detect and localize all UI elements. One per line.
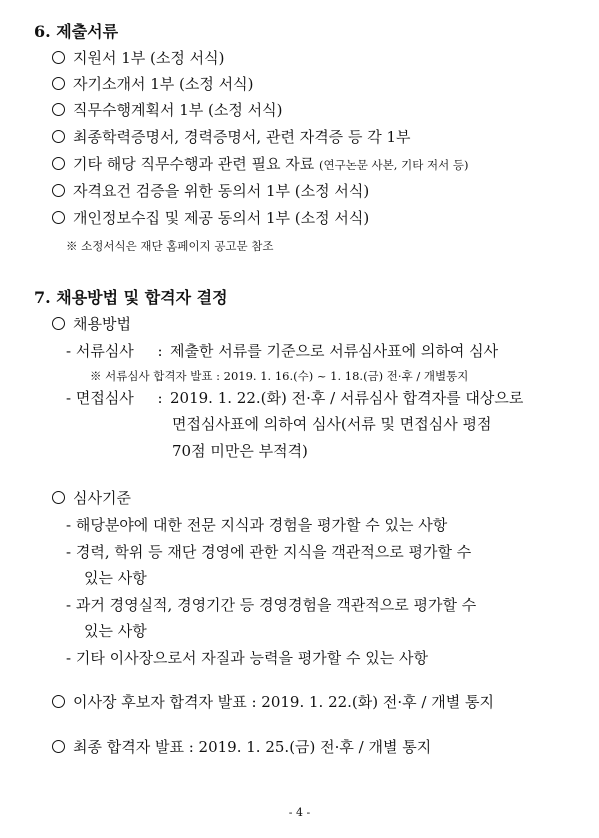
interview-text-line3: 70점 미만은 부적격) xyxy=(172,442,308,460)
interview-text-line1: 2019. 1. 22.(화) 전·후 / 서류심사 합격자를 대상으로 xyxy=(170,389,524,407)
section-6-footnote: ※ 소정서식은 재단 홈페이지 공고문 참조 xyxy=(66,239,274,253)
doc-review-note: ※ 서류심사 합격자 발표 : 2019. 1. 16.(수) ~ 1. 18.(금) 전·후 / 개별통지 xyxy=(90,369,469,383)
criteria-item-continuation: 있는 사항 xyxy=(84,569,147,587)
circle-bullet-icon xyxy=(52,211,65,224)
section-7-heading: 7. 채용방법 및 합격자 결정 xyxy=(34,288,228,307)
list-item: 직무수행계획서 1부 (소정 서식) xyxy=(52,100,282,120)
section-6-heading: 6. 제출서류 xyxy=(34,22,119,41)
interview-text-line2: 면접심사표에 의하여 심사(서류 및 면접심사 평점 xyxy=(172,415,492,433)
circle-bullet-icon xyxy=(52,103,65,116)
list-item-note: (연구논문 사본, 기타 저서 등) xyxy=(318,158,469,172)
criteria-item: - 기타 이사장으로서 자질과 능력을 평가할 수 있는 사항 xyxy=(66,649,428,667)
criteria-title: 심사기준 xyxy=(52,488,131,508)
criteria-item: - 과거 경영실적, 경영기간 등 경영경험을 객관적으로 평가할 수 xyxy=(66,596,477,614)
list-item: 자기소개서 1부 (소정 서식) xyxy=(52,74,253,94)
circle-bullet-icon xyxy=(52,157,65,170)
doc-review-row: - 서류심사 : 제출한 서류를 기준으로 서류심사표에 의하여 심사 xyxy=(66,342,499,360)
list-item: 최종학력증명서, 경력증명서, 관련 자격증 등 각 1부 xyxy=(52,127,411,147)
doc-review-text: 제출한 서류를 기준으로 서류심사표에 의하여 심사 xyxy=(170,342,499,360)
candidate-announcement: 이사장 후보자 합격자 발표 : 2019. 1. 22.(화) 전·후 / 개별 통지 xyxy=(52,692,494,712)
circle-bullet-icon xyxy=(52,491,65,504)
list-item: 개인정보수집 및 제공 동의서 1부 (소정 서식) xyxy=(52,208,369,228)
list-item: 기타 해당 직무수행과 관련 필요 자료 (연구논문 사본, 기타 저서 등) xyxy=(52,154,468,175)
interview-label: - 면접심사 xyxy=(66,389,134,407)
page-number: - 4 - xyxy=(288,806,311,819)
circle-bullet-icon xyxy=(52,77,65,90)
interview-row: - 면접심사 : 2019. 1. 22.(화) 전·후 / 서류심사 합격자를 대상으로 xyxy=(66,389,524,407)
list-item: 지원서 1부 (소정 서식) xyxy=(52,48,224,68)
criteria-item: - 해당분야에 대한 전문 지식과 경험을 평가할 수 있는 사항 xyxy=(66,516,448,534)
circle-bullet-icon xyxy=(52,740,65,753)
criteria-item-continuation: 있는 사항 xyxy=(84,622,147,640)
list-item: 자격요건 검증을 위한 동의서 1부 (소정 서식) xyxy=(52,181,369,201)
circle-bullet-icon xyxy=(52,130,65,143)
circle-bullet-icon xyxy=(52,184,65,197)
criteria-item: - 경력, 학위 등 재단 경영에 관한 지식을 객관적으로 평가할 수 xyxy=(66,543,472,561)
doc-review-label: - 서류심사 xyxy=(66,342,134,360)
circle-bullet-icon xyxy=(52,695,65,708)
final-announcement: 최종 합격자 발표 : 2019. 1. 25.(금) 전·후 / 개별 통지 xyxy=(52,737,431,757)
circle-bullet-icon xyxy=(52,51,65,64)
circle-bullet-icon xyxy=(52,317,65,330)
method-title: 채용방법 xyxy=(52,314,131,334)
